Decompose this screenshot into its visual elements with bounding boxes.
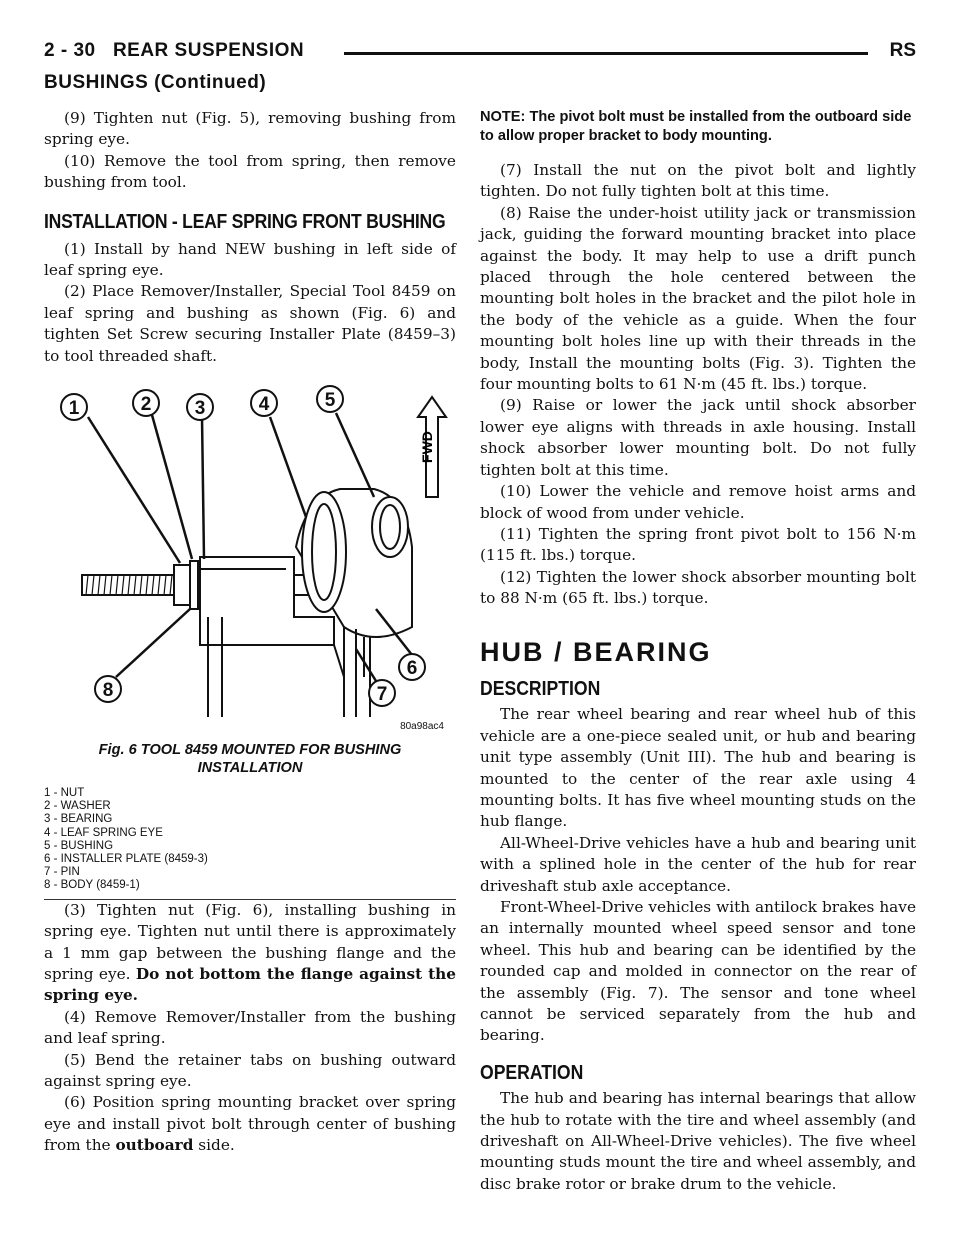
hub-bearing-heading: HUB / BEARING (480, 636, 712, 667)
legend-item: 5 - BUSHING (44, 839, 114, 852)
svg-text:2: 2 (140, 394, 152, 416)
step-4-install: (4) Remove Remover/Installer from the bushing and leaf spring. (44, 1007, 456, 1048)
figure-code: 80a98ac4 (400, 721, 444, 733)
legend-item: 7 - PIN (44, 866, 80, 879)
legend-item: 1 - NUT (44, 787, 85, 800)
step-11-install: (11) Tighten the spring front pivot bolt to 156 N·m (115 ft. lbs.) torque. (480, 524, 916, 565)
step-8-install: (8) Raise the under-hoist utility jack or transmission jack, guiding the forward mounting bracket into place against the body. It may help to use a drift punch placed through the hole centered between the mounting bolt holes in the bracket and the pilot hole in the body of the vehicle as a guide. When the four mounting bolt holes line up with their threads in the body, Install the mounting bolts (Fig. 3). Tighten the four mounting bolts to 61 N·m (45 ft. lbs.) torque. (480, 203, 916, 394)
step-9-removal: (9) Tighten nut (Fig. 5), removing bushing from spring eye. (44, 109, 456, 149)
svg-text:4: 4 (258, 394, 270, 416)
svg-text:7: 7 (376, 684, 388, 706)
tool-8459-illustration (44, 377, 456, 737)
legend-item: 3 - BEARING (44, 813, 113, 826)
figure-6 (44, 377, 456, 737)
svg-text:8: 8 (102, 680, 114, 702)
step-9-install: (9) Raise or lower the jack until shock absorber lower eye aligns with threads in axle housing. Install shock absorber lower mounting bolt. Do not fully tighten bolt at this time. (480, 396, 916, 479)
step-10-install: (10) Lower the vehicle and remove hoist arms and block of wood from under vehicle. (480, 482, 916, 522)
continued-heading: BUSHINGS (Continued) (44, 72, 267, 93)
step-3-warning: Do not bottom the flange against the spring eye. (44, 964, 456, 1005)
callout-7 (369, 680, 395, 706)
step-6-install (44, 1092, 456, 1156)
section-title: REAR SUSPENSION (112, 40, 305, 61)
figure-caption (44, 741, 456, 777)
pivot-bolt-note: NOTE: The pivot bolt must be installed from the outboard side to allow proper bracket to body mounting. (480, 109, 912, 144)
step-3-install (44, 900, 456, 1007)
callout-6 (399, 654, 425, 680)
figure-legend (44, 787, 456, 900)
callout-8 (95, 676, 121, 702)
legend-item: 8 - BODY (8459-1) (44, 879, 140, 892)
svg-text:3: 3 (194, 398, 206, 420)
step-6-text: (6) Position spring mounting bracket over spring eye and install pivot bolt through center of bushing from the (44, 1093, 456, 1155)
step-6-tail: side. (193, 1136, 235, 1155)
description-paragraph: The rear wheel bearing and rear wheel hub of this vehicle are a one-piece sealed unit, or hub and bearing unit type assembly (Unit III). The hub and bearing is mounted to the center of the rear axle using 4 mounting bolts. It has five wheel mounting studs on the hub flange. (480, 705, 916, 831)
description-paragraph: All-Wheel-Drive vehicles have a hub and bearing unit with a splined hole in the center of the hub for rear driveshaft stub axle acceptance. (480, 833, 916, 895)
step-1-install: (1) Install by hand NEW bushing in left side of leaf spring eye. (44, 239, 456, 280)
step-2-install: (2) Place Remover/Installer, Special Tool 8459 on leaf spring and bushing as shown (Fig. 6) and tighten Set Screw securing Installer Plate (8459–3) to tool threaded shaft. (44, 282, 456, 365)
callout-1 (61, 394, 87, 420)
fwd-label: FWD (419, 431, 435, 464)
section-code: RS (889, 40, 916, 61)
callout-5 (317, 386, 343, 412)
page-header (44, 40, 916, 70)
installation-heading: INSTALLATION - LEAF SPRING FRONT BUSHING (44, 210, 446, 233)
legend-item: 4 - LEAF SPRING EYE (44, 826, 163, 839)
left-column (44, 108, 456, 1157)
callout-2 (133, 390, 159, 416)
figure-caption-line-2: INSTALLATION (197, 760, 303, 777)
description-heading: DESCRIPTION (480, 677, 601, 700)
step-3-text: (3) Tighten nut (Fig. 6), installing bushing in spring eye. Tighten nut until there is approximately a 1 mm gap between the bushing flange and the spring eye. (44, 900, 456, 983)
legend-item: 2 - WASHER (44, 800, 111, 813)
step-6-emphasis: outboard (115, 1136, 194, 1155)
operation-heading: OPERATION (480, 1061, 584, 1084)
page-header-left (44, 40, 304, 62)
step-12-install: (12) Tighten the lower shock absorber mounting bolt to 88 N·m (65 ft. lbs.) torque. (480, 567, 916, 608)
figure-caption-line-1: Fig. 6 TOOL 8459 MOUNTED FOR BUSHING (98, 742, 402, 759)
operation-paragraph: The hub and bearing has internal bearings that allow the hub to rotate with the tire and wheel assembly (and driveshaft on All-Wheel-Drive vehicles). The five wheel mounting studs mount the tire and wheel assembly, and disc brake rotor or brake drum to the vehicle. (480, 1089, 916, 1193)
step-10-removal: (10) Remove the tool from spring, then remove bushing from tool. (44, 151, 456, 192)
legend-item: 6 - INSTALLER PLATE (8459-3) (44, 853, 208, 866)
header-rule (344, 52, 868, 55)
step-7-install: (7) Install the nut on the pivot bolt and lightly tighten. Do not fully tighten bolt at this time. (480, 161, 916, 201)
callout-4 (251, 390, 277, 416)
fwd-arrow-icon (418, 397, 446, 497)
step-5-install: (5) Bend the retainer tabs on bushing outward against spring eye. (44, 1050, 456, 1090)
svg-text:1: 1 (68, 398, 80, 420)
right-column (480, 108, 916, 1195)
description-paragraph: Front-Wheel-Drive vehicles with antilock brakes have an internally mounted wheel speed sensor and tone wheel. This hub and bearing can be identified by the rounded cap and molded in connector on the rear of the assembly (Fig. 7). The sensor and tone wheel cannot be serviced separately from the hub and bearing. (480, 898, 916, 1045)
callout-3 (187, 394, 213, 420)
svg-text:5: 5 (324, 390, 336, 412)
page-number: 2 - 30 (44, 40, 96, 61)
svg-text:6: 6 (406, 658, 418, 680)
